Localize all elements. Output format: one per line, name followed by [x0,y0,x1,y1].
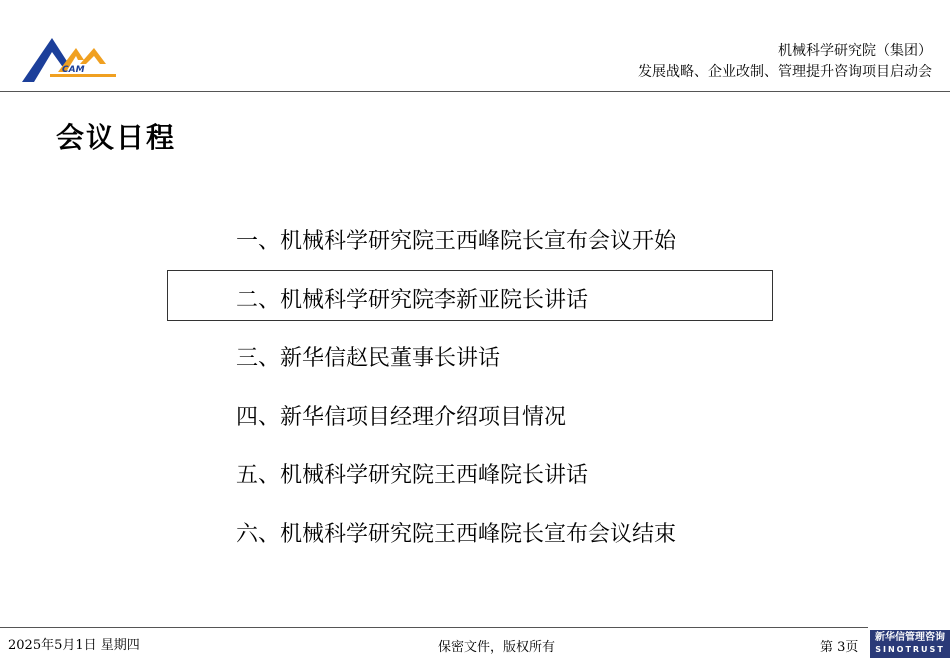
agenda-item: 一、机械科学研究院王西峰院长宣布会议开始 [236,229,677,254]
header-divider [0,91,950,92]
brand-en: SINOTRUST [875,645,945,654]
cam-logo [22,34,122,86]
header [638,41,932,83]
agenda-item: 四、新华信项目经理介绍项目情况 [236,404,567,430]
page-number: 第 3页 [820,640,859,655]
header-org: 机械科学研究院（集团） [778,43,932,59]
sinotrust-logo [870,630,950,658]
agenda-item: 五、机械科学研究院王西峰院长讲话 [236,463,589,488]
agenda-item: 六、机械科学研究院王西峰院长宣布会议结束 [236,521,677,547]
header-subtitle: 发展战略、企业改制、管理提升咨询项目启动会 [638,64,932,80]
footer-confidential: 保密文件，版权所有 [438,640,556,655]
page-title: 会议日程 [56,121,177,154]
agenda-list [236,224,676,575]
footer-date: 2025年5月1日 星期四 [8,638,140,653]
logo-text: CAM [62,65,85,75]
footer-divider [0,627,868,628]
agenda-item: 三、新华信赵民董事长讲话 [236,346,501,371]
agenda-item-highlighted: 二、机械科学研究院李新亚院长讲话 [236,287,589,313]
brand-cn: 新华信管理咨询 [875,632,945,643]
